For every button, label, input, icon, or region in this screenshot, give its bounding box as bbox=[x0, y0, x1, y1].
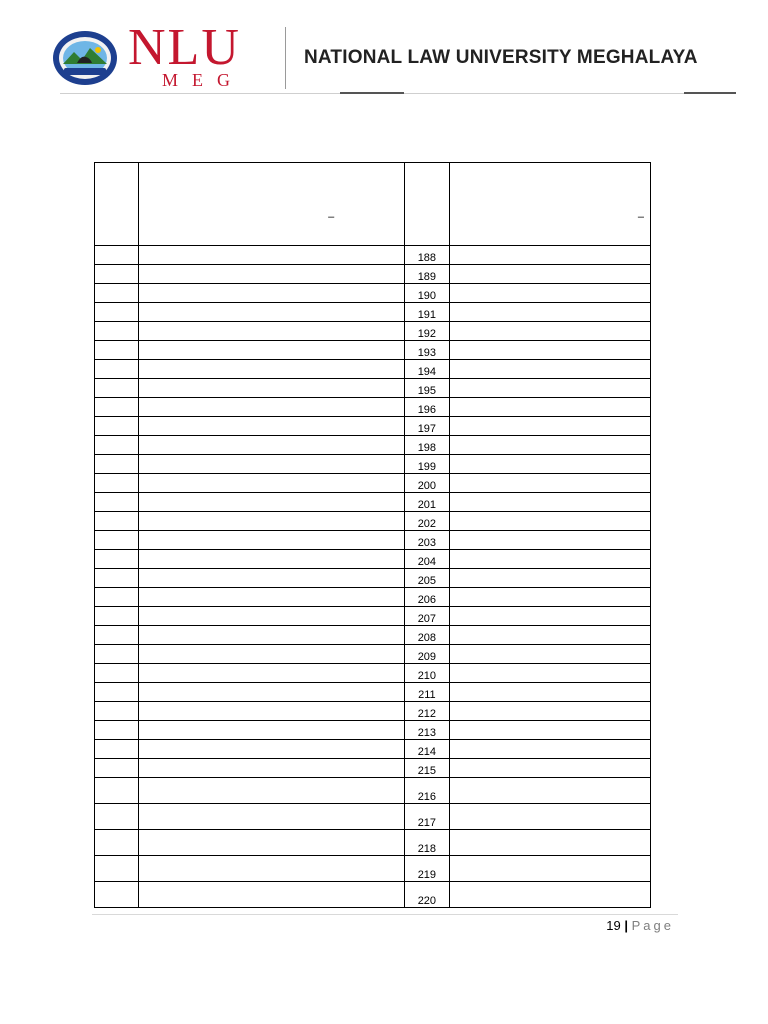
table-header-cell bbox=[139, 163, 405, 246]
table-row bbox=[95, 398, 651, 417]
row-number-cell: 195 bbox=[405, 379, 449, 398]
table-cell bbox=[139, 664, 405, 683]
table-cell bbox=[95, 740, 139, 759]
table-cell bbox=[139, 882, 405, 908]
table-row bbox=[95, 360, 651, 379]
table-cell bbox=[95, 360, 139, 379]
table-cell bbox=[139, 360, 405, 379]
table-row bbox=[95, 882, 651, 908]
table-cell bbox=[139, 702, 405, 721]
table-cell bbox=[139, 626, 405, 645]
table-cell bbox=[95, 702, 139, 721]
row-number-cell: 193 bbox=[405, 341, 449, 360]
table-row bbox=[95, 341, 651, 360]
row-number-cell: 192 bbox=[405, 322, 449, 341]
table-cell bbox=[139, 265, 405, 284]
row-number-cell: 188 bbox=[405, 246, 449, 265]
header-dash: – bbox=[637, 211, 644, 223]
row-number-cell: 208 bbox=[405, 626, 449, 645]
table-cell bbox=[95, 398, 139, 417]
table-cell bbox=[139, 569, 405, 588]
row-number-cell: 218 bbox=[405, 830, 449, 856]
header-rule-accent bbox=[340, 92, 404, 94]
table-cell bbox=[449, 322, 650, 341]
page-footer bbox=[560, 917, 674, 935]
table-cell bbox=[139, 284, 405, 303]
table-cell bbox=[95, 804, 139, 830]
table-row bbox=[95, 322, 651, 341]
table-row bbox=[95, 645, 651, 664]
table-cell bbox=[139, 740, 405, 759]
row-number-cell: 213 bbox=[405, 721, 449, 740]
table-cell bbox=[139, 759, 405, 778]
table-row bbox=[95, 531, 651, 550]
university-seal-logo bbox=[52, 30, 118, 86]
table-cell bbox=[139, 246, 405, 265]
row-number-cell: 215 bbox=[405, 759, 449, 778]
table-cell bbox=[449, 360, 650, 379]
table-cell bbox=[449, 721, 650, 740]
table-cell bbox=[95, 664, 139, 683]
row-number-cell: 189 bbox=[405, 265, 449, 284]
table-cell bbox=[139, 804, 405, 830]
page-label: Page bbox=[631, 918, 674, 933]
table-cell bbox=[95, 626, 139, 645]
table-row bbox=[95, 474, 651, 493]
table-cell bbox=[139, 588, 405, 607]
logo-secondary-text: MEG bbox=[162, 70, 244, 90]
table-row bbox=[95, 379, 651, 398]
table-row bbox=[95, 303, 651, 322]
table-cell bbox=[139, 550, 405, 569]
table-cell bbox=[139, 303, 405, 322]
table-cell bbox=[449, 645, 650, 664]
table-row bbox=[95, 265, 651, 284]
table-cell bbox=[449, 246, 650, 265]
row-number-cell: 191 bbox=[405, 303, 449, 322]
table-cell bbox=[95, 493, 139, 512]
table-cell bbox=[139, 436, 405, 455]
row-number-cell: 214 bbox=[405, 740, 449, 759]
row-number-cell: 197 bbox=[405, 417, 449, 436]
table-cell bbox=[449, 830, 650, 856]
table-row bbox=[95, 417, 651, 436]
row-number-cell: 212 bbox=[405, 702, 449, 721]
header-rule-accent bbox=[684, 92, 736, 94]
row-number-cell: 219 bbox=[405, 856, 449, 882]
table-row bbox=[95, 607, 651, 626]
table-cell bbox=[449, 759, 650, 778]
table-cell bbox=[449, 856, 650, 882]
table-cell bbox=[449, 626, 650, 645]
table-cell bbox=[449, 702, 650, 721]
footer-rule bbox=[92, 914, 678, 915]
row-number-cell: 190 bbox=[405, 284, 449, 303]
row-number-cell: 198 bbox=[405, 436, 449, 455]
table-header-row bbox=[95, 163, 651, 246]
table-cell bbox=[95, 512, 139, 531]
table-cell bbox=[449, 436, 650, 455]
table-cell bbox=[449, 493, 650, 512]
table-row bbox=[95, 569, 651, 588]
table-cell bbox=[449, 379, 650, 398]
table-cell bbox=[95, 830, 139, 856]
row-number-cell: 206 bbox=[405, 588, 449, 607]
table-cell bbox=[449, 882, 650, 908]
table-cell bbox=[449, 607, 650, 626]
data-table bbox=[94, 162, 651, 908]
row-number-cell: 220 bbox=[405, 882, 449, 908]
table-cell bbox=[449, 683, 650, 702]
table-row bbox=[95, 856, 651, 882]
table-cell bbox=[139, 474, 405, 493]
row-number-cell: 217 bbox=[405, 804, 449, 830]
table-cell bbox=[95, 284, 139, 303]
row-number-cell: 194 bbox=[405, 360, 449, 379]
table-row bbox=[95, 740, 651, 759]
table-cell bbox=[449, 474, 650, 493]
table-cell bbox=[95, 550, 139, 569]
row-number-cell: 203 bbox=[405, 531, 449, 550]
table-row bbox=[95, 455, 651, 474]
table-cell bbox=[95, 759, 139, 778]
row-number-cell: 196 bbox=[405, 398, 449, 417]
table-cell bbox=[95, 531, 139, 550]
table-row bbox=[95, 550, 651, 569]
table-cell bbox=[95, 379, 139, 398]
table-cell bbox=[139, 493, 405, 512]
row-number-cell: 205 bbox=[405, 569, 449, 588]
table-cell bbox=[95, 569, 139, 588]
table-cell bbox=[95, 474, 139, 493]
table-cell bbox=[95, 778, 139, 804]
table-cell bbox=[95, 246, 139, 265]
university-name: NATIONAL LAW UNIVERSITY MEGHALAYA bbox=[304, 47, 698, 68]
row-number-cell: 200 bbox=[405, 474, 449, 493]
row-number-cell: 209 bbox=[405, 645, 449, 664]
table-row bbox=[95, 683, 651, 702]
table-row bbox=[95, 284, 651, 303]
table-cell bbox=[95, 882, 139, 908]
table-row bbox=[95, 436, 651, 455]
table-row bbox=[95, 493, 651, 512]
table-row bbox=[95, 588, 651, 607]
table-cell bbox=[139, 645, 405, 664]
table-row bbox=[95, 664, 651, 683]
logo-primary-text: NLU bbox=[128, 19, 241, 76]
table-row bbox=[95, 759, 651, 778]
table-cell bbox=[449, 550, 650, 569]
row-number-cell: 199 bbox=[405, 455, 449, 474]
page-number: 19 bbox=[606, 918, 621, 933]
page-separator: | bbox=[624, 918, 628, 933]
table-cell bbox=[449, 398, 650, 417]
row-number-cell: 201 bbox=[405, 493, 449, 512]
table-cell bbox=[139, 455, 405, 474]
table-cell bbox=[139, 512, 405, 531]
table-cell bbox=[95, 436, 139, 455]
table-cell bbox=[95, 303, 139, 322]
table-cell bbox=[95, 721, 139, 740]
page-header bbox=[0, 0, 768, 100]
table-cell bbox=[449, 512, 650, 531]
table-cell bbox=[139, 830, 405, 856]
table-row bbox=[95, 702, 651, 721]
header-dash: – bbox=[328, 211, 335, 223]
table-cell bbox=[139, 778, 405, 804]
table-cell bbox=[449, 804, 650, 830]
table-cell bbox=[139, 531, 405, 550]
row-number-cell: 210 bbox=[405, 664, 449, 683]
table-cell bbox=[95, 856, 139, 882]
table-header-cell bbox=[95, 163, 139, 246]
table-cell bbox=[449, 341, 650, 360]
table-cell bbox=[139, 417, 405, 436]
table-cell bbox=[449, 740, 650, 759]
table-cell bbox=[139, 398, 405, 417]
table-cell bbox=[95, 683, 139, 702]
table-row bbox=[95, 626, 651, 645]
table-cell bbox=[95, 607, 139, 626]
table-row bbox=[95, 721, 651, 740]
nlu-wordmark bbox=[128, 19, 268, 92]
row-number-cell: 216 bbox=[405, 778, 449, 804]
table-row bbox=[95, 804, 651, 830]
row-number-cell: 202 bbox=[405, 512, 449, 531]
table-header-cell bbox=[405, 163, 449, 246]
table-cell bbox=[95, 645, 139, 664]
header-divider bbox=[285, 27, 286, 89]
table-cell bbox=[449, 588, 650, 607]
table-cell bbox=[95, 417, 139, 436]
table-cell bbox=[139, 379, 405, 398]
table-cell bbox=[449, 265, 650, 284]
table-cell bbox=[139, 341, 405, 360]
row-number-cell: 207 bbox=[405, 607, 449, 626]
table-cell bbox=[139, 322, 405, 341]
table-cell bbox=[139, 607, 405, 626]
table-cell bbox=[449, 778, 650, 804]
table-row bbox=[95, 512, 651, 531]
table-cell bbox=[139, 721, 405, 740]
table-cell bbox=[449, 531, 650, 550]
table-cell bbox=[449, 664, 650, 683]
table-cell bbox=[139, 683, 405, 702]
table-cell bbox=[449, 303, 650, 322]
table-row bbox=[95, 778, 651, 804]
table-cell bbox=[449, 284, 650, 303]
table-row bbox=[95, 830, 651, 856]
row-number-cell: 211 bbox=[405, 683, 449, 702]
table-cell bbox=[95, 455, 139, 474]
table-cell bbox=[95, 588, 139, 607]
table-cell bbox=[95, 341, 139, 360]
row-number-cell: 204 bbox=[405, 550, 449, 569]
table-cell bbox=[449, 417, 650, 436]
table-cell bbox=[449, 455, 650, 474]
table-cell bbox=[449, 569, 650, 588]
table-cell bbox=[95, 265, 139, 284]
table-row bbox=[95, 246, 651, 265]
table-header-cell bbox=[449, 163, 650, 246]
table-cell bbox=[95, 322, 139, 341]
table-cell bbox=[139, 856, 405, 882]
